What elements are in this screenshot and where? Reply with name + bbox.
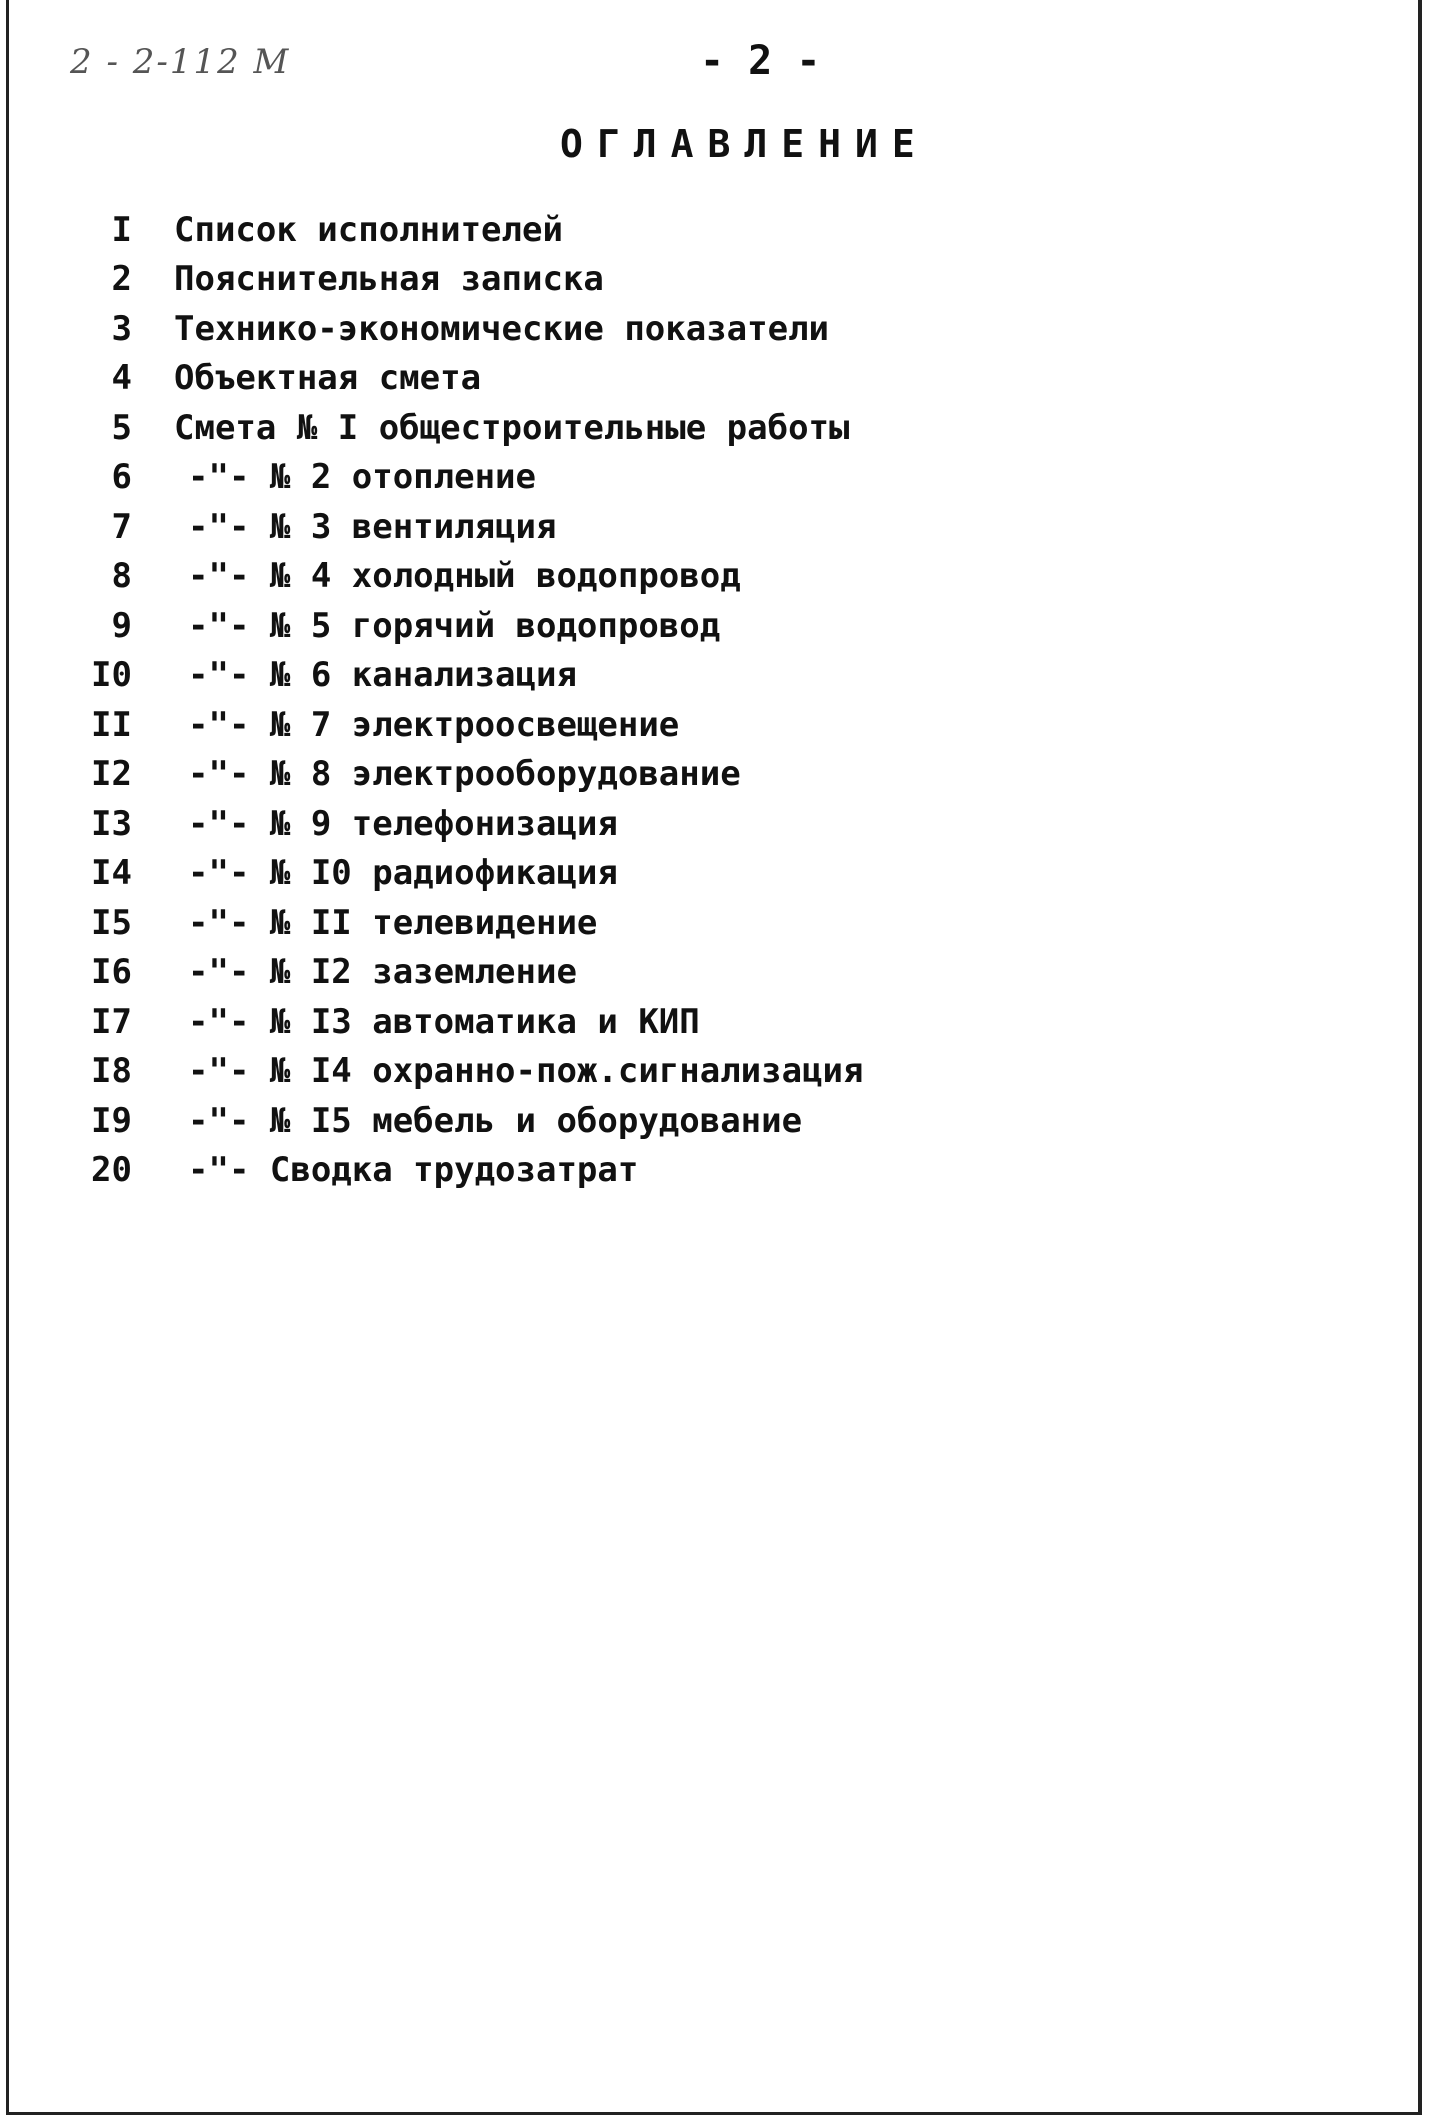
page-number: - 2 -: [700, 38, 821, 84]
toc-list: [60, 205, 864, 1195]
toc-item-number: II: [91, 704, 132, 745]
toc-item: [60, 1146, 864, 1196]
toc-item-number: I4: [91, 853, 132, 894]
toc-item-number: 5: [111, 407, 132, 448]
toc-item: [60, 997, 864, 1047]
toc-item-text: Объектная смета: [174, 358, 482, 399]
toc-item: [60, 403, 864, 453]
handwritten-document-code: 2 - 2-112 M: [70, 42, 291, 82]
toc-item-text: -"- № 2 отопление: [188, 457, 536, 498]
toc-item-text: Технико-экономические показатели: [174, 308, 830, 349]
toc-item-text: -"- № 4 холодный водопровод: [188, 556, 741, 597]
toc-item-text: -"- № I0 радиофикация: [188, 853, 618, 894]
toc-item-number: I9: [91, 1100, 132, 1141]
toc-item-number: I: [111, 209, 132, 250]
toc-item-number: 2: [111, 259, 132, 300]
toc-item-number: I7: [91, 1001, 132, 1042]
toc-item: [60, 1047, 864, 1097]
toc-item-text: -"- № I5 мебель и оборудование: [188, 1100, 803, 1141]
toc-item-number: 8: [111, 556, 132, 597]
toc-item: [60, 502, 864, 552]
toc-item-number: I3: [91, 803, 132, 844]
toc-item-number: I6: [91, 952, 132, 993]
toc-item: [60, 651, 864, 701]
toc-item-text: Смета № I общестроительные работы: [174, 407, 850, 448]
toc-item-number: I2: [91, 754, 132, 795]
toc-item-number: I8: [91, 1051, 132, 1092]
toc-item-text: -"- № I3 автоматика и КИП: [188, 1001, 700, 1042]
toc-item-text: -"- № 3 вентиляция: [188, 506, 557, 547]
toc-item-number: 6: [111, 457, 132, 498]
toc-item-text: -"- № 7 электроосвещение: [188, 704, 680, 745]
toc-item-number: I5: [91, 902, 132, 943]
toc-item-number: 4: [111, 358, 132, 399]
toc-item: [60, 552, 864, 602]
toc-item: [60, 1096, 864, 1146]
toc-item: [60, 453, 864, 503]
toc-item-number: 7: [111, 506, 132, 547]
toc-title: ОГЛАВЛЕНИЕ: [560, 122, 929, 166]
toc-item: [60, 750, 864, 800]
toc-item-number: 3: [111, 308, 132, 349]
toc-item-text: -"- № 8 электрооборудование: [188, 754, 741, 795]
toc-item-text: -"- № I2 заземление: [188, 952, 577, 993]
toc-item-number: 20: [91, 1150, 132, 1191]
toc-item: [60, 898, 864, 948]
toc-item-text: -"- № 5 горячий водопровод: [188, 605, 721, 646]
toc-item: [60, 354, 864, 404]
toc-item-text: -"- № II телевидение: [188, 902, 598, 943]
toc-item: [60, 799, 864, 849]
toc-item: [60, 304, 864, 354]
toc-item-text: -"- Сводка трудозатрат: [188, 1150, 639, 1191]
toc-item-number: 9: [111, 605, 132, 646]
toc-item: [60, 700, 864, 750]
toc-item: [60, 601, 864, 651]
toc-item-text: -"- № 6 канализация: [188, 655, 577, 696]
toc-item: [60, 255, 864, 305]
toc-item-text: -"- № I4 охранно-пож.сигнализация: [188, 1051, 864, 1092]
toc-item-text: Список исполнителей: [174, 209, 563, 250]
toc-item: [60, 849, 864, 899]
toc-item-number: I0: [91, 655, 132, 696]
toc-item-text: -"- № 9 телефонизация: [188, 803, 618, 844]
toc-item: [60, 205, 864, 255]
toc-item-text: Пояснительная записка: [174, 259, 604, 300]
toc-item: [60, 948, 864, 998]
